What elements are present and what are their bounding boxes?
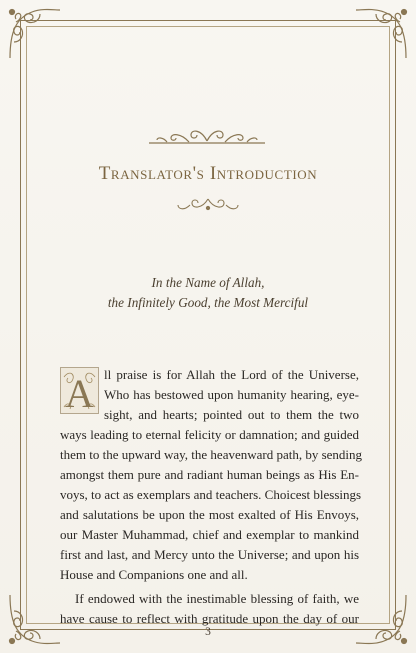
text-line: and salutations be upon the most exalted of His Envoys, [60,507,359,522]
divider-ornament-icon [174,195,242,215]
text-line: amongst them pure and radiant human beings as His En- [60,467,359,482]
scroll-ornament-icon [147,125,267,147]
invocation-line: In the Name of Allah, [151,275,265,290]
text-line: ll praise is for Allah the Lord of the Universe, [104,367,359,382]
dropcap-glyph: A [65,371,94,414]
corner-ornament-icon [2,2,66,66]
invocation-line: the Infinitely Good, the Most Merciful [107,295,309,310]
page-number: 3 [205,626,211,638]
text-line: voys, to act as exemplars and teachers. Choicest blessings [60,487,362,502]
text-line: If endowed with the inestimable blessing of faith, we [75,591,359,606]
text-line: House and Companions one and all. [60,567,248,582]
text-line: have cause to reflect with gratitude upon the day of our [60,611,359,626]
text-line: Who has bestowed upon humanity hearing, eye- [104,387,359,402]
text-line: ways leading to eternal felicity or damnation; and guided [60,427,359,442]
chapter-heading: Translator's Introduction [98,163,318,184]
corner-ornament-icon [2,587,66,651]
text-line: sight, and hearts; pointed out to them the two [104,407,359,422]
corner-ornament-icon [350,2,414,66]
invocation-text [0,273,416,313]
dropcap-letter [60,367,99,414]
corner-ornament-icon [350,587,414,651]
text-line: them to the upward way, the heavenward path, by sending [60,447,363,462]
text-line: our Master Muhammad, chief and exemplar to mankind [60,527,359,542]
text-line: first and last, and Mercy unto the Universe; and upon his [60,547,359,562]
